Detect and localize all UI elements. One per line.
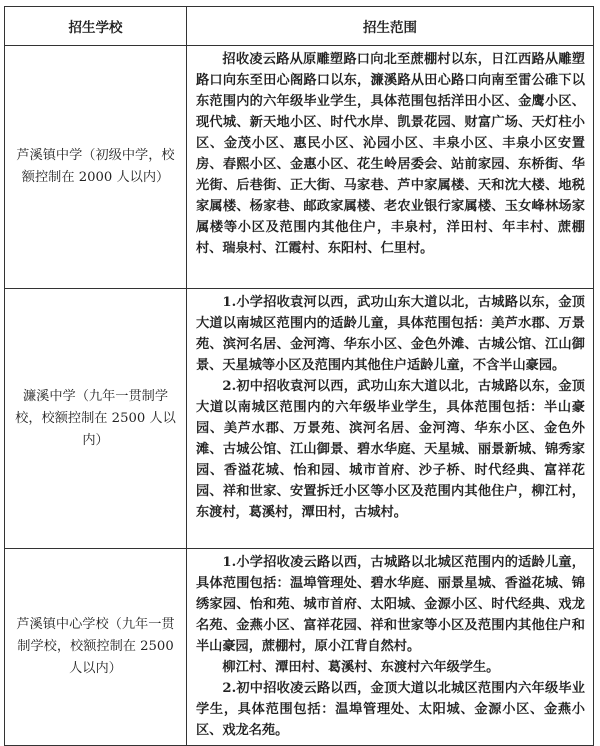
header-scope: 招生范围 <box>187 7 594 46</box>
school-name: 芦溪镇中心学校（九年一贯制学校，校额控制在 2500 人以内） <box>5 549 187 746</box>
enrollment-scope <box>187 46 594 289</box>
table-row <box>5 549 594 746</box>
enrollment-document <box>4 6 594 746</box>
scope-paragraph: 柳江村、潭田村、葛溪村、东渡村六年级学生。 <box>222 660 500 675</box>
table-header-row <box>5 7 594 46</box>
scope-paragraph: 招收凌云路从原雕塑路口向北至蔗棚村以东，日江西路从雕塑路口向东至田心阁路口以东，濂溪路从田心路口向南至雷公碓下以东范围内的六年级毕业学生，具体范围包括洋田小区、金鹰小区、现代城、新天地小区、时代水岸、凯景花园、财富广场、天灯柱小区、金茂小区、惠民小区、沁园小区、丰泉小区、丰泉小区安置房、春熙小区、金惠小区、花生岭居委会、站前家园、东桥街、华光街、后巷街、正大街、马家巷、芦中家属楼、天和沈大楼、地税家属楼、杨家巷、邮政家属楼、老农业银行家属楼、玉女峰林场家属楼等小区及范围内其他住户，丰泉村，洋田村、年丰村、蔗棚村、瑞泉村、江霞村、东阳村、仁里村。 <box>196 52 585 256</box>
scope-paragraph: 2.初中招收袁河以西，武功山东大道以北，古城路以东，金顶大道以南城区范围内的六年级毕业学生，具体范围包括：半山豪园、美芦水郡、万景苑、滨河名居、金河湾、华东小区、金色外滩、古城公馆、江山御景、碧水华庭、天星城、丽景新城、锦秀家园、香溢花城、怡和园、城市首府、沙子桥、时代经典、富祥花园、祥和世家、安置拆迁小区等小区及范围内其他住户，柳江村，东渡村，葛溪村，潭田村，古城村。 <box>196 379 585 520</box>
enrollment-scope <box>187 549 594 746</box>
school-name: 濂溪中学（九年一贯制学校，校额控制在 2500 人以内） <box>5 289 187 549</box>
header-school: 招生学校 <box>5 7 187 46</box>
scope-paragraph: 2.初中招收凌云路以西，金顶大道以北城区范围内六年级毕业学生，具体范围包括：温埠管理处、太阳城、金源小区、金燕小区、戏龙名苑。 <box>196 681 585 738</box>
enrollment-table <box>4 6 594 746</box>
table-row <box>5 289 594 549</box>
table-row <box>5 46 594 289</box>
scope-paragraph: 1.小学招收凌云路以西，古城路以北城区范围内的适龄儿童，具体范围包括：温埠管理处、碧水华庭、丽景星城、香溢花城、锦绣家园、怡和苑、城市首府、太阳城、金源小区、时代经典、戏龙名苑、金燕小区、富祥花园、祥和世家等小区及范围内其他住户和半山豪园，蔗棚村，原小江背自然村。 <box>196 555 585 654</box>
school-name: 芦溪镇中学（初级中学，校额控制在 2000 人以内） <box>5 46 187 289</box>
enrollment-scope <box>187 289 594 549</box>
scope-paragraph: 1.小学招收袁河以西，武功山东大道以北，古城路以东，金顶大道以南城区范围内的适龄儿童，具体范围包括：美芦水郡、万景苑、滨河名居、金河湾、华东小区、金色外滩、古城公馆、江山御景、天星城等小区及范围内其他住户适龄儿童，不含半山豪园。 <box>196 295 585 373</box>
